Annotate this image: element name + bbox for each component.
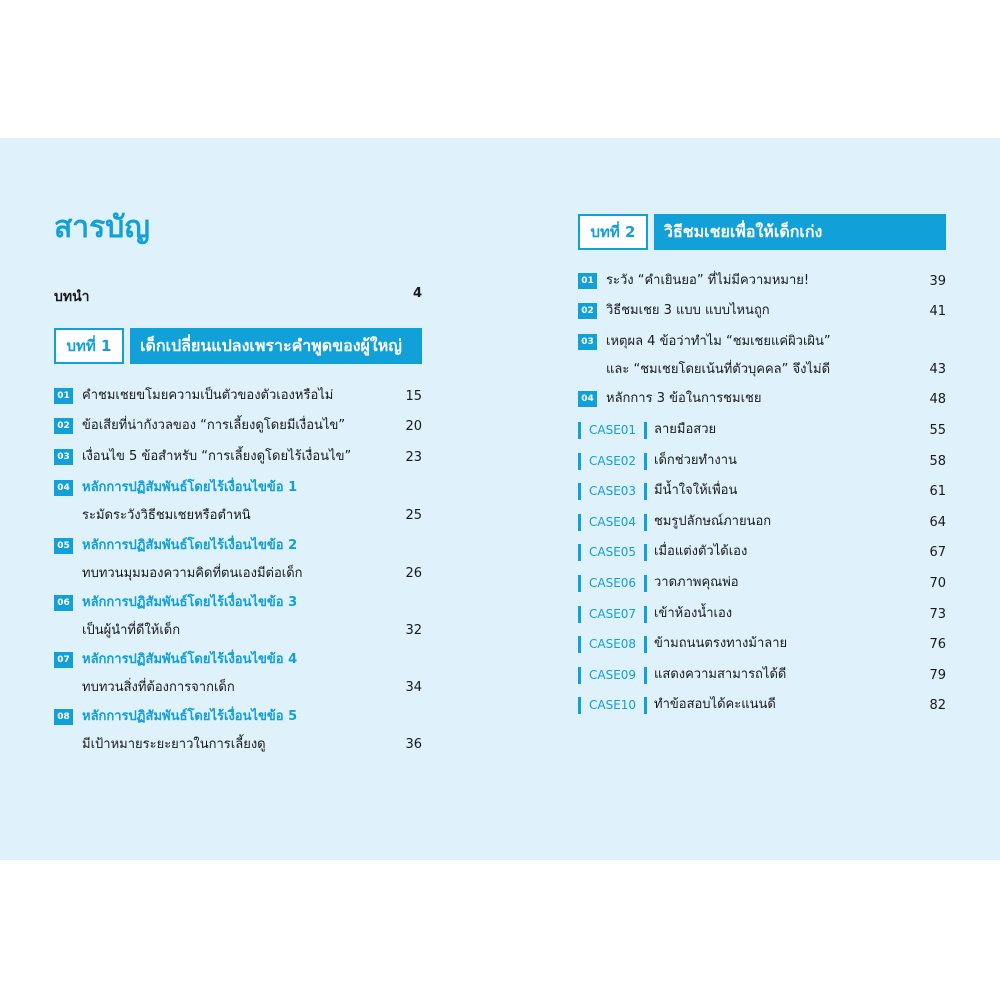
case-label: CASE07 — [578, 606, 639, 623]
case-page-number: 61 — [929, 484, 946, 500]
item-title: เงื่อนไข 5 ข้อสำหรับ “การเลี้ยงดูโดยไร้เงื่อนไข” — [82, 449, 352, 464]
toc-entry[interactable] — [54, 538, 422, 584]
case-label: CASE03 — [578, 483, 639, 500]
case-title: ลายมือสวย — [654, 422, 717, 437]
item-title: หลักการปฏิสัมพันธ์โดยไร้เงื่อนไขข้อ 2 — [82, 538, 298, 553]
item-title: หลักการ 3 ข้อในการชมเชย — [606, 391, 762, 406]
case-entry[interactable] — [578, 667, 946, 685]
case-label: CASE10 — [578, 697, 639, 714]
case-entry[interactable] — [578, 483, 946, 501]
case-page-number: 58 — [929, 453, 946, 469]
toc-entry[interactable] — [578, 334, 946, 380]
case-entry[interactable] — [578, 514, 946, 532]
page-title: สารบัญ — [54, 210, 150, 245]
toc-entry[interactable] — [578, 303, 946, 321]
case-label: CASE04 — [578, 514, 639, 531]
case-entry[interactable] — [578, 544, 946, 562]
item-number-badge: 04 — [54, 480, 73, 496]
item-page-number: 25 — [405, 508, 422, 523]
case-label: CASE09 — [578, 667, 639, 684]
case-entry[interactable] — [578, 453, 946, 471]
item-page-number: 36 — [405, 737, 422, 752]
item-title: ระวัง “คำเยินยอ” ที่ไม่มีความหมาย! — [606, 273, 810, 288]
item-title: คำชมเชยขโมยความเป็นตัวของตัวเองหรือไม่ — [82, 388, 334, 403]
case-label: CASE05 — [578, 544, 639, 561]
case-entry[interactable] — [578, 606, 946, 624]
item-number-badge: 07 — [54, 652, 73, 668]
case-page-number: 76 — [929, 637, 946, 653]
item-page-number: 39 — [929, 274, 946, 289]
item-title: หลักการปฏิสัมพันธ์โดยไร้เงื่อนไขข้อ 1 — [82, 480, 298, 495]
case-page-number: 64 — [929, 514, 946, 530]
chapter2-header[interactable] — [578, 214, 946, 252]
item-page-number: 43 — [929, 362, 946, 377]
toc-entry[interactable] — [54, 418, 422, 436]
chapter1-title: เด็กเปลี่ยนแปลงเพราะคำพูดของผู้ใหญ่ — [130, 328, 422, 364]
case-title: มีน้ำใจให้เพื่อน — [654, 483, 738, 499]
intro-label: บทนำ — [54, 289, 90, 305]
case-title: ชมรูปลักษณ์ภายนอก — [654, 513, 772, 529]
item-number-badge: 01 — [578, 273, 597, 289]
item-number-badge: 06 — [54, 595, 73, 611]
case-page-number: 55 — [929, 423, 946, 438]
case-label: CASE01 — [578, 422, 639, 439]
item-number-badge: 05 — [54, 538, 73, 554]
item-subtitle: และ “ชมเชยโดยเน้นที่ตัวบุคคล” จึงไม่ดี — [606, 362, 831, 377]
item-title: หลักการปฏิสัมพันธ์โดยไร้เงื่อนไขข้อ 5 — [82, 709, 298, 724]
toc-entry[interactable] — [54, 595, 422, 641]
item-page-number: 15 — [405, 389, 422, 404]
chapter2-list — [578, 273, 946, 713]
item-number-badge: 08 — [54, 709, 73, 725]
case-title: เด็กช่วยทำงาน — [654, 452, 737, 468]
case-label: CASE02 — [578, 453, 639, 470]
item-subtitle: มีเป้าหมายระยะยาวในการเลี้ยงดู — [82, 737, 266, 752]
item-page-number: 23 — [405, 450, 422, 465]
chapter1-list — [54, 388, 422, 768]
toc-page — [0, 138, 1000, 860]
item-page-number: 34 — [405, 680, 422, 695]
case-divider — [644, 544, 647, 561]
case-entry[interactable] — [578, 575, 946, 593]
item-title: หลักการปฏิสัมพันธ์โดยไร้เงื่อนไขข้อ 3 — [82, 595, 298, 610]
item-subtitle: ทบทวนมุมมองความคิดที่ตนเองมีต่อเด็ก — [82, 566, 303, 581]
case-page-number: 82 — [929, 698, 946, 714]
case-title: ข้ามถนนตรงทางม้าลาย — [654, 636, 788, 652]
item-number-badge: 04 — [578, 391, 597, 407]
item-number-badge: 02 — [578, 303, 597, 319]
toc-entry[interactable] — [578, 273, 946, 291]
case-title: วาดภาพคุณพ่อ — [654, 575, 739, 590]
toc-entry[interactable] — [54, 388, 422, 406]
item-title: ข้อเสียที่น่ากังวลของ “การเลี้ยงดูโดยมีเงื่อนไข” — [82, 418, 346, 433]
case-divider — [644, 606, 647, 623]
case-entry[interactable] — [578, 422, 946, 440]
case-divider — [644, 667, 647, 684]
case-page-number: 67 — [929, 545, 946, 561]
case-title: ทำข้อสอบได้คะแนนดี — [654, 697, 776, 713]
case-divider — [644, 575, 647, 592]
case-entry[interactable] — [578, 697, 946, 715]
intro-page: 4 — [412, 286, 422, 301]
item-subtitle: ระมัดระวังวิธีชมเชยหรือตำหนิ — [82, 508, 251, 523]
chapter1-header[interactable] — [54, 328, 422, 366]
item-number-badge: 03 — [578, 334, 597, 350]
case-divider — [644, 422, 647, 439]
chapter2-title: วิธีชมเชยเพื่อให้เด็กเก่ง — [654, 214, 946, 250]
item-subtitle: ทบทวนสิ่งที่ต้องการจากเด็ก — [82, 680, 235, 695]
item-page-number: 41 — [929, 304, 946, 319]
case-entry[interactable] — [578, 636, 946, 654]
item-page-number: 48 — [929, 392, 946, 407]
case-label: CASE06 — [578, 575, 639, 592]
toc-entry[interactable] — [54, 709, 422, 755]
case-divider — [644, 514, 647, 531]
toc-entry[interactable] — [54, 449, 422, 467]
toc-entry[interactable] — [54, 652, 422, 698]
toc-entry[interactable] — [54, 480, 422, 526]
item-subtitle: เป็นผู้นำที่ดีให้เด็ก — [82, 623, 181, 638]
chapter2-tag: บทที่ 2 — [578, 214, 648, 250]
case-page-number: 70 — [929, 576, 946, 591]
chapter1-tag: บทที่ 1 — [54, 328, 124, 364]
case-title: เมื่อแต่งตัวได้เอง — [654, 544, 748, 560]
case-divider — [644, 483, 647, 500]
item-number-badge: 02 — [54, 418, 73, 434]
item-number-badge: 03 — [54, 449, 73, 465]
item-title: วิธีชมเชย 3 แบบ แบบไหนถูก — [606, 303, 770, 318]
case-divider — [644, 453, 647, 470]
case-label: CASE08 — [578, 636, 639, 653]
case-title: แสดงความสามารถได้ดี — [654, 666, 787, 682]
case-page-number: 73 — [929, 606, 946, 622]
toc-entry[interactable] — [578, 391, 946, 409]
item-title: เหตุผล 4 ข้อว่าทำไม “ชมเชยแค่ผิวเผิน” — [606, 334, 831, 349]
case-page-number: 79 — [929, 667, 946, 683]
item-page-number: 32 — [405, 623, 422, 638]
case-divider — [644, 636, 647, 653]
item-number-badge: 01 — [54, 388, 73, 404]
item-title: หลักการปฏิสัมพันธ์โดยไร้เงื่อนไขข้อ 4 — [82, 652, 298, 667]
case-divider — [644, 697, 647, 714]
item-page-number: 20 — [405, 419, 422, 434]
case-title: เข้าห้องน้ำเอง — [654, 605, 733, 621]
intro-row[interactable] — [54, 286, 422, 308]
item-page-number: 26 — [405, 566, 422, 581]
